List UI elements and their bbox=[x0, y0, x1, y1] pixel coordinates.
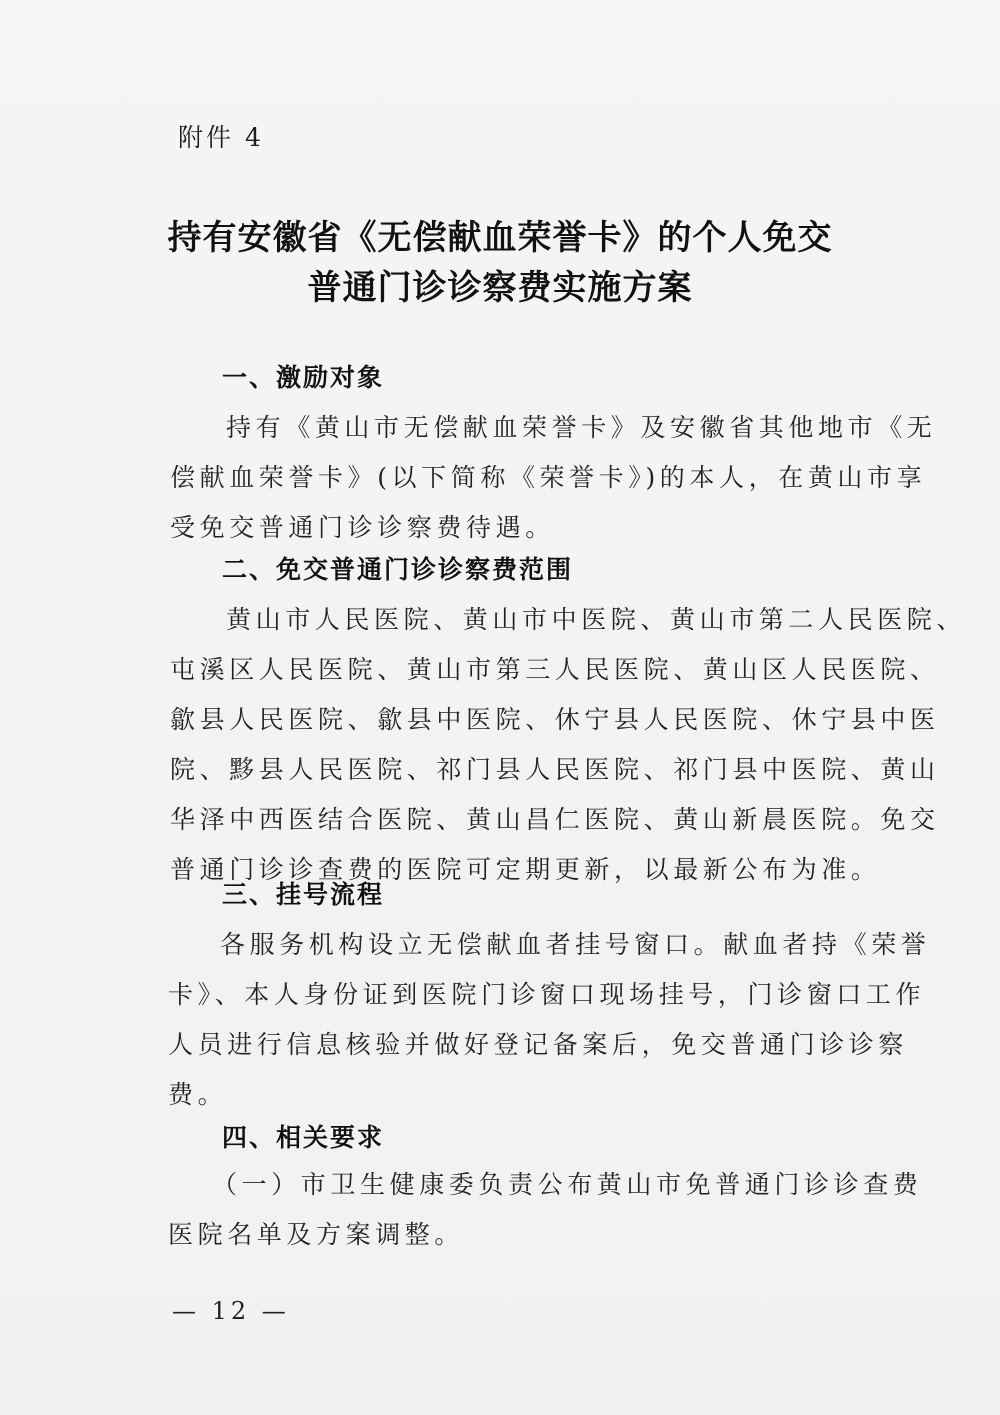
paragraph-line: 黄山市人民医院、黄山市中医院、黄山市第二人民医院、 bbox=[226, 605, 967, 634]
paragraph-line: 受免交普通门诊诊察费待遇。 bbox=[170, 513, 555, 542]
document-title-line-2: 普通门诊诊察费实施方案 bbox=[307, 268, 693, 308]
attachment-label: 附件 4 bbox=[178, 123, 264, 152]
page-number: — 12 — bbox=[172, 1297, 290, 1325]
paragraph-line: 各服务机构设立无偿献血者挂号窗口。献血者持《荣誉 bbox=[220, 930, 931, 959]
document-title-line-1: 持有安徽省《无偿献血荣誉卡》的个人免交 bbox=[167, 218, 833, 258]
paragraph-line: 费。 bbox=[168, 1080, 228, 1109]
paragraph-line: 偿献血荣誉卡》(以下简称《荣誉卡》)的本人，在黄山市享 bbox=[170, 463, 927, 492]
paragraph-line: 华泽中西医结合医院、黄山昌仁医院、黄山新晨医院。免交 bbox=[170, 805, 940, 834]
paragraph-line: 卡》、本人身份证到医院门诊窗口现场挂号，门诊窗口工作 bbox=[168, 980, 926, 1009]
paragraph-line: 人员进行信息核验并做好登记备案后，免交普通门诊诊察 bbox=[168, 1030, 909, 1059]
section-heading-exemption-scope: 二、免交普通门诊诊察费范围 bbox=[222, 555, 574, 584]
paragraph-line: 医院名单及方案调整。 bbox=[168, 1220, 465, 1249]
paragraph-line: 歙县人民医院、歙县中医院、休宁县人民医院、休宁县中医 bbox=[170, 705, 940, 734]
paragraph-line: 屯溪区人民医院、黄山市第三人民医院、黄山区人民医院、 bbox=[170, 655, 940, 684]
section-heading-incentive-target: 一、激励对象 bbox=[222, 363, 385, 392]
section-heading-registration-process: 三、挂号流程 bbox=[222, 880, 385, 909]
section-heading-requirements: 四、相关要求 bbox=[222, 1123, 385, 1152]
paragraph-line: 普通门诊诊查费的医院可定期更新，以最新公布为准。 bbox=[170, 855, 881, 884]
paragraph-line: 持有《黄山市无偿献血荣誉卡》及安徽省其他地市《无 bbox=[226, 413, 937, 442]
paragraph-line: 院、黟县人民医院、祁门县人民医院、祁门县中医院、黄山 bbox=[170, 755, 940, 784]
paragraph-line: （一）市卫生健康委负责公布黄山市免普通门诊诊查费 bbox=[212, 1170, 923, 1199]
